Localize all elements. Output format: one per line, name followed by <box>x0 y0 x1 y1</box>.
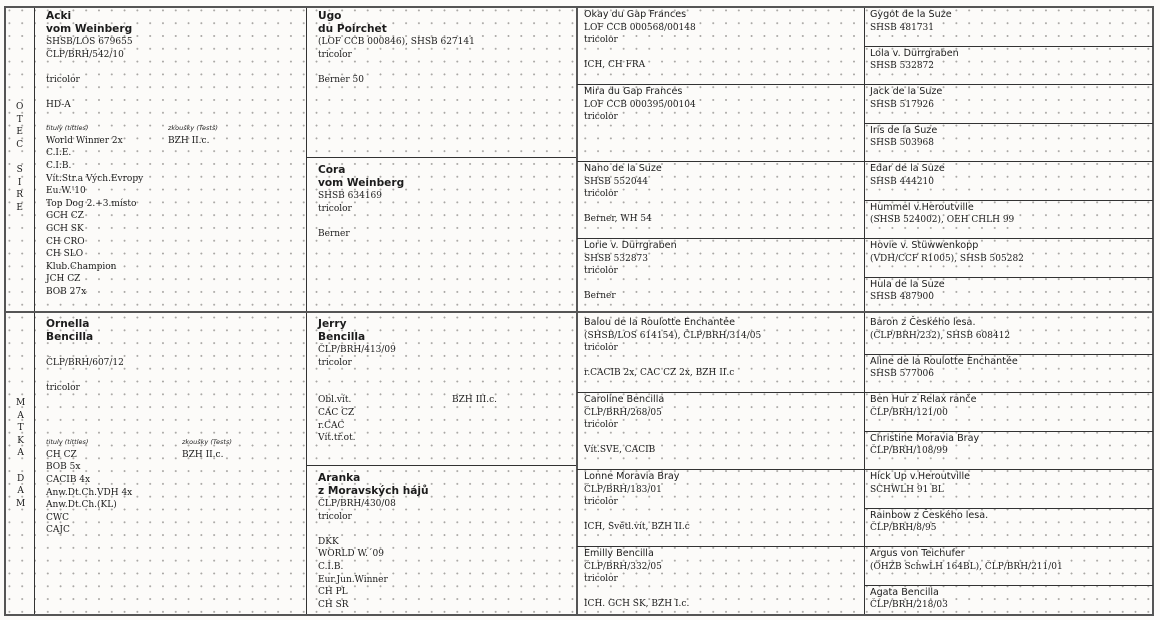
grandparent-registration: (LOF CCB 000846), SHSB 627141 <box>318 37 475 47</box>
dam-color: tricolor <box>46 382 80 393</box>
grandparent-name: Cora <box>318 164 346 176</box>
great-grandparent-color: tricolor <box>584 112 618 123</box>
great-great-grandparent-cell <box>870 317 1150 342</box>
side-letter: T <box>17 423 24 434</box>
great-great-grandparent-name: Hovie v. Stüwwenkopp <box>870 240 979 251</box>
great-grandparent-registration: ČLP/BRH/268/05 <box>584 407 662 418</box>
title-item: BOB 27x <box>46 286 87 297</box>
great-grandparent-info: Vít.SVE, CACIB <box>584 445 656 456</box>
great-grandparent-cell <box>584 163 860 226</box>
sire-titles <box>46 135 182 299</box>
great-great-grandparent-cell <box>870 471 1150 496</box>
great-grandparent-info: Berner, WH 54 <box>584 214 652 225</box>
great-great-grandparent-name: Jack de la Suze <box>870 86 943 97</box>
great-great-grandparent-registration: (SHSB 524002), OEH CHLH 99 <box>870 215 1015 226</box>
grandparent-color: tricolor <box>318 203 352 214</box>
great-great-grandparent-cell <box>870 240 1150 265</box>
grandparent-tests: BZH III.c. <box>452 395 498 406</box>
great-great-grandparent-registration: SHSB 532872 <box>870 61 935 72</box>
grandparent-color: tricolor <box>318 511 352 522</box>
title-item: C.I.E. <box>46 148 72 159</box>
great-great-grandparent-registration: SHSB 517926 <box>870 99 935 110</box>
great-great-grandparent-cell <box>870 433 1150 458</box>
title-item: Top Dog 2.+3.místo <box>46 198 137 209</box>
grandparent-cell <box>318 318 573 445</box>
great-grandparent-info: ICH. GCH SK, BZH I.c. <box>584 599 690 610</box>
great-great-grandparent-cell <box>870 125 1150 150</box>
grandparent-cell <box>318 472 573 611</box>
sire-name: Acki <box>46 10 72 22</box>
title-item: WORLD W.´09 <box>318 549 384 560</box>
great-grandparent-info: ICH, CH FRA <box>584 60 646 71</box>
grandparent-name-kennel: vom Weinberg <box>318 177 405 189</box>
great-great-grandparent-cell <box>870 86 1150 111</box>
side-letter: A <box>17 486 24 497</box>
side-letter: A <box>17 448 24 459</box>
title-item: Anw.Dt.Ch.VDH 4x <box>46 487 133 498</box>
great-great-grandparent-registration: (ČLP/BRH/232), SHSB 608412 <box>870 330 1011 341</box>
grandparent-color: tricolor <box>318 49 352 60</box>
side-letter: M <box>16 498 26 509</box>
grandparent-name: Jerry <box>318 318 347 330</box>
side-letter: M <box>16 398 26 408</box>
great-great-grandparent-cell <box>870 163 1150 188</box>
title-item: CAJC <box>46 525 70 536</box>
dam-name: Ornella <box>46 318 90 330</box>
divider <box>864 508 1153 509</box>
title-item: BOB 5x <box>46 462 81 473</box>
great-great-grandparent-registration: ČLP/BRH/121/00 <box>870 407 948 418</box>
great-great-grandparent-registration: SHSB 503968 <box>870 138 935 149</box>
divider <box>306 157 576 158</box>
dam-registration: ČLP/BRH/607/12 <box>46 357 124 368</box>
sire-registration: SHSB/LOS 679655 <box>46 37 133 47</box>
great-great-grandparent-cell <box>870 202 1150 227</box>
divider <box>864 585 1153 586</box>
divider <box>577 546 865 547</box>
great-great-grandparent-registration: SHSB 577006 <box>870 369 935 380</box>
great-great-grandparent-name: Hick Up v.Heroutville <box>870 471 971 482</box>
tests-header: zkoušky (Tests) <box>168 124 218 133</box>
divider <box>864 200 1153 201</box>
titles-header: tituly (tittles) <box>46 124 89 133</box>
great-great-grandparent-registration: (ÖHZB SchwLH 164BL), ČLP/BRH/211/01 <box>870 561 1063 572</box>
great-great-grandparent-name: Christine Moravia Bray <box>870 432 980 444</box>
great-grandparent-info: ICH, Světl.vít, BZH II.c <box>584 522 690 533</box>
tests-header: zkoušky (Tests) <box>182 438 232 447</box>
great-great-grandparent-name: Rainbow z Českého lesa. <box>870 509 989 521</box>
title-item: r.CAC <box>318 420 345 431</box>
side-letter: E <box>16 127 23 138</box>
great-great-grandparent-name: Argus von Teichufer <box>870 548 965 559</box>
divider <box>864 123 1153 124</box>
title-item: CH PL <box>318 587 348 598</box>
side-letter: S <box>16 164 23 175</box>
divider <box>864 431 1153 432</box>
great-great-grandparent-name: Hummel v.Heroutville <box>870 201 974 213</box>
great-grandparent-color: tricolor <box>584 266 618 277</box>
great-grandparent-cell <box>584 86 860 136</box>
great-grandparent-registration: SHSB 532873 <box>584 253 649 264</box>
side-letter: A <box>17 410 24 421</box>
great-grandparent-registration: LOF CCB 000395/00104 <box>584 99 696 110</box>
title-item: Vít.Str.a Vých.Evropy <box>46 173 144 184</box>
great-great-grandparent-registration: SHSB 481731 <box>870 22 935 33</box>
title-item: CH CRO <box>46 236 85 247</box>
divider <box>577 161 865 162</box>
great-grandparent-name: Okay du Gap Frances <box>584 9 687 20</box>
great-great-grandparent-registration: SHSB 487900 <box>870 292 935 303</box>
divider <box>577 84 865 85</box>
sire-side-label <box>16 101 23 214</box>
divider <box>4 311 576 313</box>
titles-header: tituly (tittles) <box>46 438 89 447</box>
divider <box>864 46 1153 47</box>
great-great-grandparent-name: Iris de la Suze <box>870 124 938 136</box>
divider <box>577 469 865 470</box>
dam-cell <box>46 318 301 537</box>
side-letter: R <box>16 190 24 201</box>
great-grandparent-registration: ČLP/BRH/183/01 <box>584 484 662 495</box>
title-item: Eur.Jun.Winner <box>318 574 388 585</box>
grandparent-cell <box>318 10 573 86</box>
great-grandparent-registration: ČLP/BRH/332/05 <box>584 561 662 572</box>
great-great-grandparent-registration: ČLP/BRH/108/99 <box>870 446 948 457</box>
dam-name-kennel: Bencilla <box>46 331 94 343</box>
great-grandparent-color: tricolor <box>584 497 618 508</box>
grandparent-color: tricolor <box>318 357 352 368</box>
grandparent-name-kennel: Bencilla <box>318 331 366 343</box>
title-item: World Winner 2x <box>46 135 123 146</box>
side-letter: E <box>16 202 23 213</box>
great-grandparent-cell <box>584 394 860 457</box>
sire-cell <box>46 10 301 298</box>
title-item: CH CZ <box>46 449 77 460</box>
dam-side-label <box>16 397 25 510</box>
grandparent-name-kennel: du Poirchet <box>318 23 387 35</box>
side-letter: I <box>17 177 22 188</box>
title-item: GCH SK <box>46 223 84 234</box>
great-great-grandparent-registration: (VDH/CCF R1005), SHSB 505282 <box>870 253 1024 264</box>
grandparent-registration: ČLP/BRH/413/09 <box>318 345 396 355</box>
title-item: JCH CZ <box>46 274 81 285</box>
great-grandparent-name: Balou de la Roulotte Enchantée <box>584 317 735 328</box>
title-item: DKK <box>318 536 339 547</box>
side-letter: C <box>16 139 24 150</box>
grandparent-info: Berner <box>318 228 350 239</box>
divider <box>864 84 1153 85</box>
title-item: C.I.B. <box>318 561 344 572</box>
grandparent-registration: SHSB 634169 <box>318 191 383 201</box>
great-grandparent-info: r.CACIB 2x, CAC CZ 2x, BZH II.c <box>584 368 735 379</box>
title-item: C.I.B. <box>46 160 72 171</box>
great-great-grandparent-cell <box>870 587 1150 612</box>
great-grandparent-registration: LOF CCB 000568/00148 <box>584 22 696 33</box>
great-grandparent-name: Mira du Gap Frances <box>584 86 683 97</box>
divider <box>864 238 1153 239</box>
great-great-grandparent-cell <box>870 510 1150 535</box>
great-great-grandparent-name: Ben Hur z Relax ranče <box>870 394 977 405</box>
great-great-grandparent-name: Agata Bencilla <box>870 586 939 598</box>
title-item: CWC <box>46 512 70 523</box>
great-great-grandparent-cell <box>870 279 1150 304</box>
side-letter: O <box>16 102 24 112</box>
great-grandparent-color: tricolor <box>584 343 618 354</box>
great-grandparent-cell <box>584 471 860 534</box>
grandparent-registration: ČLP/BRH/430/08 <box>318 499 396 509</box>
title-item: Vít.tř.ot. <box>318 433 356 444</box>
great-great-grandparent-name: Gygot de la Suze <box>870 9 952 20</box>
divider <box>577 238 865 239</box>
great-grandparent-cell <box>584 317 860 380</box>
great-grandparent-name: Lonne Moravia Bray <box>584 471 680 482</box>
great-great-grandparent-registration: SCHWLH 91 BL <box>870 484 944 495</box>
title-item: GCH CZ <box>46 211 84 222</box>
grandparent-name: Aranka <box>318 472 361 484</box>
title-item: Eu.W.'10 <box>46 186 86 197</box>
title-item: CAC CZ <box>318 407 355 418</box>
grandparent-titles <box>318 394 452 444</box>
great-grandparent-name: Nano de la Suze <box>584 163 662 174</box>
great-great-grandparent-cell <box>870 9 1150 34</box>
great-grandparent-registration: SHSB 552044 <box>584 176 649 187</box>
great-great-grandparent-name: Aline de la Roulotte Enchantée <box>870 355 1018 367</box>
divider <box>578 311 1154 313</box>
great-grandparent-registration: (SHSB/LOS 614154), ČLP/BRH/314/05 <box>584 330 762 341</box>
divider <box>864 469 1153 470</box>
side-letter: D <box>17 473 25 484</box>
great-great-grandparent-cell <box>870 356 1150 381</box>
divider <box>864 161 1153 162</box>
sire-tests: BZH II.c. <box>168 135 210 146</box>
great-great-grandparent-name: Hula de la Suze <box>870 278 945 290</box>
dam-tests: BZH II.c. <box>182 449 224 460</box>
sire-color: tricolor <box>46 74 80 85</box>
great-great-grandparent-registration: ČLP/BRH/8/95 <box>870 523 937 534</box>
great-grandparent-name: Lorie v. Dürrgraben <box>584 240 677 251</box>
divider <box>864 392 1153 393</box>
great-great-grandparent-registration: ČLP/BRH/218/03 <box>870 600 948 611</box>
great-grandparent-cell <box>584 9 860 72</box>
great-great-grandparent-name: Baron z Českého lesa. <box>870 317 976 328</box>
title-item: Obl.vít. <box>318 395 352 406</box>
great-grandparent-cell <box>584 240 860 303</box>
great-grandparent-color: tricolor <box>584 420 618 431</box>
great-grandparent-color: tricolor <box>584 35 618 46</box>
side-letter: T <box>16 114 23 125</box>
great-great-grandparent-name: Edar de la Suze <box>870 163 945 174</box>
great-great-grandparent-name: Lola v. Dürrgraben <box>870 47 959 59</box>
great-grandparent-cell <box>584 548 860 611</box>
great-great-grandparent-cell <box>870 48 1150 73</box>
grandparent-cell <box>318 164 573 240</box>
side-letter: K <box>17 435 24 446</box>
title-item: CACIB 4x <box>46 474 91 485</box>
great-grandparent-info: Berner <box>584 291 616 302</box>
great-grandparent-name: Caroline Bencilla <box>584 394 665 405</box>
sire-registration-2: ČLP/BRH/542/10 <box>46 49 124 60</box>
divider <box>864 546 1153 547</box>
great-great-grandparent-cell <box>870 548 1150 573</box>
great-great-grandparent-cell <box>870 394 1150 419</box>
dam-titles <box>46 449 182 537</box>
divider <box>306 465 576 466</box>
great-grandparent-color: tricolor <box>584 574 618 585</box>
title-item: Klub.Champion <box>46 261 117 272</box>
title-item: Anw.Dt.Ch.(KL) <box>46 500 117 511</box>
great-grandparent-name: Emilly Bencilla <box>584 548 654 559</box>
great-grandparent-color: tricolor <box>584 189 618 200</box>
divider <box>864 277 1153 278</box>
great-great-grandparent-registration: SHSB 444210 <box>870 176 935 187</box>
sire-name-kennel: vom Weinberg <box>46 23 133 35</box>
grandparent-name: Ugo <box>318 10 342 22</box>
grandparent-name-kennel: z Moravských hájů <box>318 485 429 497</box>
grandparent-titles <box>318 536 573 612</box>
divider <box>864 354 1153 355</box>
grandparent-info: Berner 50 <box>318 74 364 85</box>
sire-hd: HD-A <box>46 99 71 110</box>
divider <box>577 392 865 393</box>
title-item: CH SR <box>318 599 349 610</box>
title-item: CH SLO <box>46 249 84 260</box>
